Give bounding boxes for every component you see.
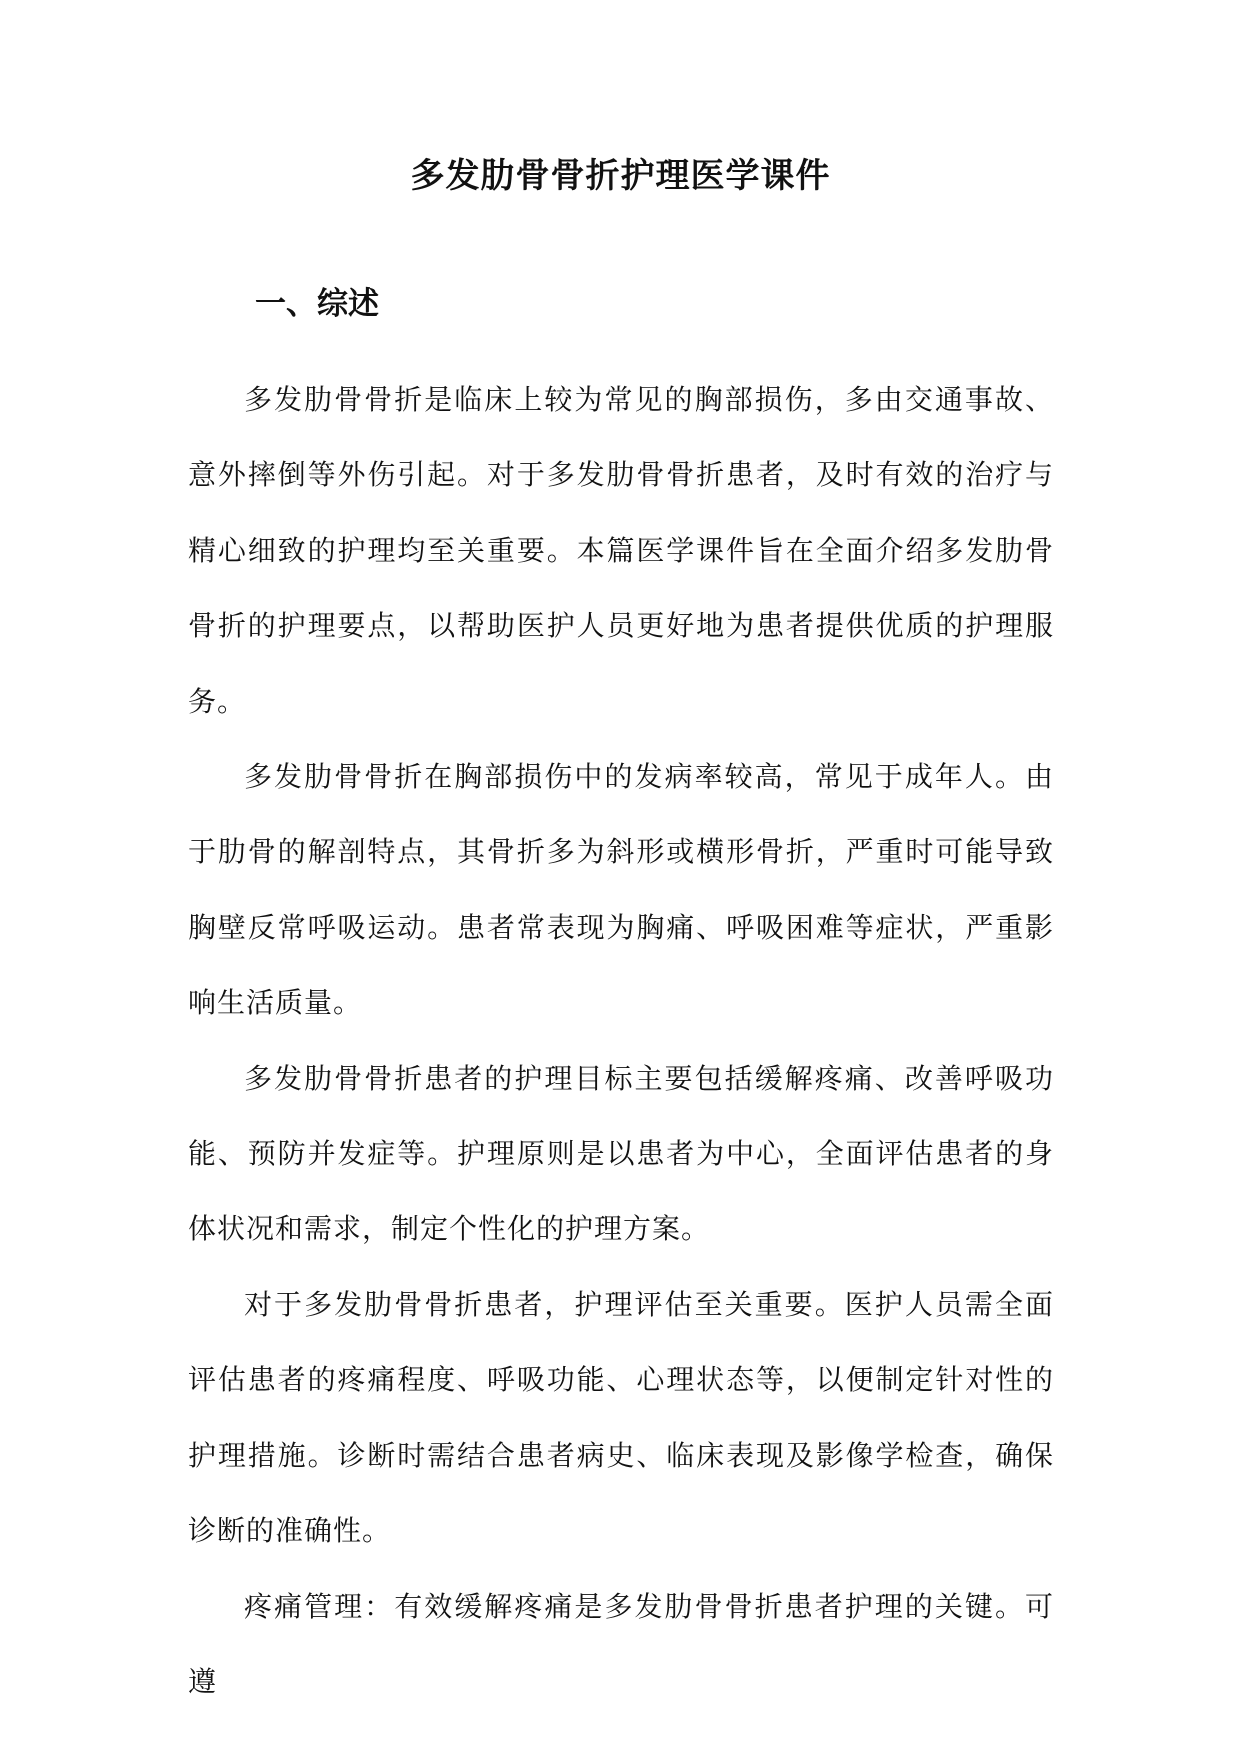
paragraph-nursing-goals: 多发肋骨骨折患者的护理目标主要包括缓解疼痛、改善呼吸功能、预防并发症等。护理原则是以患者为中心，全面评估患者的身体状况和需求，制定个性化的护理方案。	[188, 1061, 1054, 1246]
paragraph-assessment: 对于多发肋骨骨折患者，护理评估至关重要。医护人员需全面评估患者的疼痛程度、呼吸功能、心理状态等，以便制定针对性的护理措施。诊断时需结合患者病史、临床表现及影像学检查，确保诊断的准确性。	[188, 1287, 1054, 1548]
paragraph-overview: 多发肋骨骨折是临床上较为常见的胸部损伤，多由交通事故、意外摔倒等外伤引起。对于多发肋骨骨折患者，及时有效的治疗与精心细致的护理均至关重要。本篇医学课件旨在全面介绍多发肋骨骨折的护理要点，以帮助医护人员更好地为患者提供优质的护理服务。	[188, 383, 1054, 718]
document-title: 多发肋骨骨折护理医学课件	[410, 156, 831, 196]
paragraph-incidence: 多发肋骨骨折在胸部损伤中的发病率较高，常见于成年人。由于肋骨的解剖特点，其骨折多为斜形或横形骨折，严重时可能导致胸壁反常呼吸运动。患者常表现为胸痛、呼吸困难等症状，严重影响生活质量。	[188, 760, 1054, 1020]
section-heading: 一、综述	[255, 286, 379, 322]
paragraph-pain-management: 疼痛管理：有效缓解疼痛是多发肋骨骨折患者护理的关键。可遵	[188, 1589, 1054, 1698]
body-text	[188, 362, 1054, 1719]
